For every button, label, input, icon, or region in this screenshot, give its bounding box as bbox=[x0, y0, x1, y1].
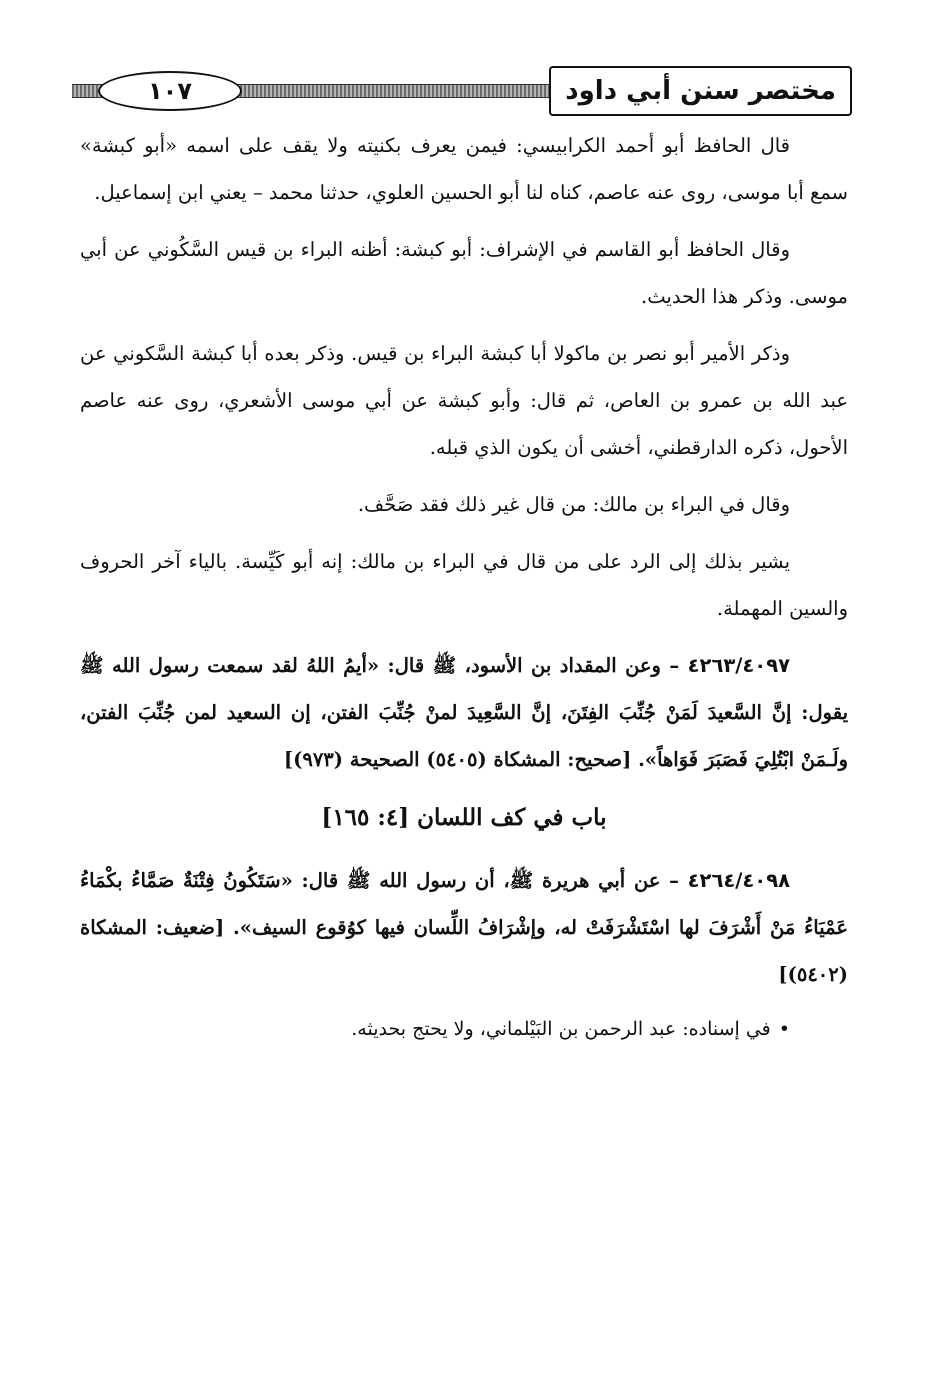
page-number: ١٠٧ bbox=[98, 71, 242, 111]
paragraph-ibn-makula: وذكر الأمير أبو نصر بن ماكولا أبا كبشة البراء بن قيس. وذكر بعده أبا كبشة السَّكوني عن عبد الله بن عمرو بن العاص، ثم قال: وأبو كبشة عن أبي موسى الأشعري، روى عنه عاصم الأحول، ذكره الدارقطني، أخشى أن يكون الذي قبله. bbox=[80, 342, 848, 459]
bullet-icon: • bbox=[778, 1018, 790, 1040]
paragraph-bara-ibn-malik: وقال في البراء بن مالك: من قال غير ذلك فقد صَحَّف. bbox=[357, 493, 790, 516]
hadith-text: – عن أبي هريرة ﷺ، أن رسول الله ﷺ قال: «سَتَكُونُ فِتْنَةٌ صَمَّاءُ بكْمَاءُ عَمْيَاءُ مَنْ أَشْرَفَ لها اسْتَشْرَفَتْ له، وإشْرَافُ اللِّسان فيها كوُقوع السيف». [ضعيف: المشكاة (٥٤٠٢)] bbox=[80, 869, 848, 986]
hadith-number: ٤٢٦٣/٤٠٩٧ bbox=[687, 654, 790, 677]
book-title: مختصر سنن أبي داود bbox=[549, 66, 852, 116]
page-header bbox=[72, 62, 852, 120]
footnote bbox=[80, 1008, 848, 1050]
paragraph-abul-qasim: وقال الحافظ أبو القاسم في الإشراف: أبو كبشة: أظنه البراء بن قيس السَّكُوني عن أبي موسى. وذكر هذا الحديث. bbox=[80, 238, 848, 308]
page-body bbox=[80, 122, 848, 1060]
section-heading: باب في كف اللسان [٤: ١٦٥] bbox=[321, 804, 607, 831]
paragraph-karabisi: قال الحافظ أبو أحمد الكرابيسي: فيمن يعرف بكنيته ولا يقف على اسمه «أبو كبشة» سمع أبا موسى، روى عنه عاصم، كناه لنا أبو الحسين العلوي، حدثنا محمد – يعني ابن إسماعيل. bbox=[80, 134, 848, 204]
hadith-4263 bbox=[80, 642, 848, 783]
paragraph-explanation: يشير بذلك إلى الرد على من قال في البراء بن مالك: إنه أبو كَيِّسة. بالياء آخر الحروف والسين المهملة. bbox=[80, 550, 848, 620]
hadith-number: ٤٢٦٤/٤٠٩٨ bbox=[687, 869, 790, 892]
hadith-4264 bbox=[80, 857, 848, 998]
footnote-text: في إسناده: عبد الرحمن بن البَيْلماني، ولا يحتج بحديثه. bbox=[351, 1018, 771, 1040]
hadith-text: – وعن المقداد بن الأسود، ﷺ قال: «أيمُ اللهُ لقد سمعت رسول الله ﷺ يقول: إنَّ السَّعيدَ لَمَنْ جُنِّبَ الفِتَنَ، إنَّ السَّعِيدَ لمنْ جُنِّبَ الفتن، إن السعيد لمن جُنِّبَ الفتن، ولَـمَنْ ابْتُلِيَ فَصَبَرَ فَوَاهاً». [صحيح: المشكاة (٥٤٠٥) الصحيحة (٩٧٣)] bbox=[80, 654, 848, 771]
